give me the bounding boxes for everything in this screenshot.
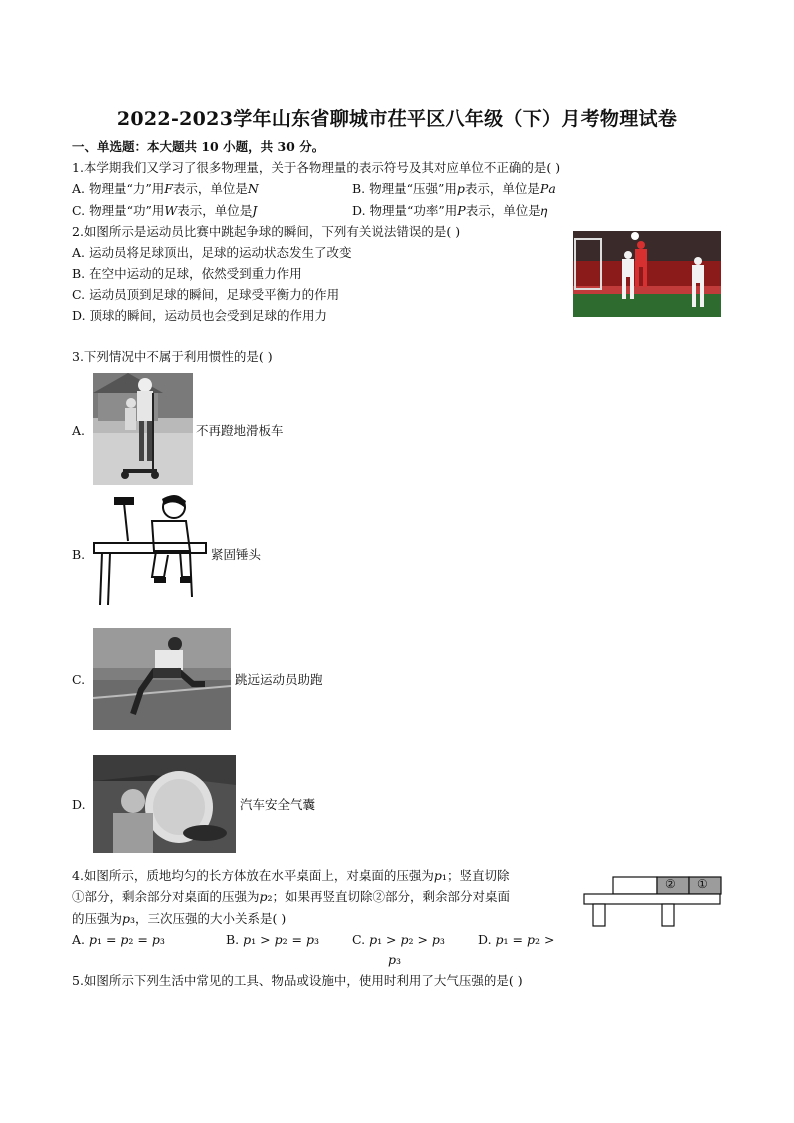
q4-option-d: D. 𝑝₁ = 𝑝₂ > xyxy=(478,932,555,947)
q3-option-a-text: 不再蹬地滑板车 xyxy=(196,423,284,438)
q4-option-d-wrap: 𝑝₃ xyxy=(388,952,402,967)
hammer-illustration xyxy=(92,493,208,609)
q3-stem: 3.下列情况中不属于利用惯性的是( ) xyxy=(72,349,273,364)
q4-stem-line3: 的压强为𝑝₃，三次压强的大小关系是( ) xyxy=(72,911,287,926)
q3-option-d-text: 汽车安全气囊 xyxy=(240,797,316,812)
q4-block-table-figure xyxy=(583,875,723,929)
q1-option-c: C. 物理量“功”用𝑊表示，单位是𝐽 xyxy=(72,203,258,218)
q1-option-b: B. 物理量“压强”用𝑝表示，单位是𝑃𝑎 xyxy=(352,181,556,196)
section-header: 一、单选题：本大题共 10 小题，共 30 分。 xyxy=(72,139,325,154)
q2-option-b: B. 在空中运动的足球，依然受到重力作用 xyxy=(72,266,302,281)
q2-stem: 2.如图所示是运动员比赛中跳起争球的瞬间，下列有关说法错误的是( ) xyxy=(72,224,461,239)
q3-option-a-letter: A. xyxy=(72,423,86,438)
q4-figure-label-1: ① xyxy=(697,877,708,891)
scooter-photo xyxy=(93,373,193,485)
airbag-photo xyxy=(93,755,236,853)
q3-option-c-text: 跳远运动员助跑 xyxy=(235,672,323,687)
q3-option-b-text: 紧固锤头 xyxy=(211,547,262,562)
q2-option-d: D. 顶球的瞬间，运动员也会受到足球的作用力 xyxy=(72,308,328,323)
q1-stem: 1.本学期我们又学习了很多物理量，关于各物理量的表示符号及其对应单位不正确的是( ) xyxy=(72,160,561,175)
q1-option-d: D. 物理量“功率”用𝑃表示，单位是𝜂 xyxy=(352,203,548,218)
page-title: 2022-2023学年山东省聊城市茌平区八年级（下）月考物理试卷 xyxy=(116,108,678,130)
q4-option-c: C. 𝑝₁ > 𝑝₂ > 𝑝₃ xyxy=(352,932,445,947)
q4-option-b: B. 𝑝₁ > 𝑝₂ = 𝑝₃ xyxy=(226,932,320,947)
q2-option-a: A. 运动员将足球顶出，足球的运动状态发生了改变 xyxy=(72,245,352,260)
q4-option-a: A. 𝑝₁ = 𝑝₂ = 𝑝₃ xyxy=(72,932,165,947)
q4-figure-label-2: ② xyxy=(665,877,676,891)
soccer-photo xyxy=(573,231,721,317)
long-jump-photo xyxy=(93,628,231,730)
q1-option-a: A. 物理量“力”用𝐹表示，单位是𝑁 xyxy=(72,181,259,196)
q2-option-c: C. 运动员顶到足球的瞬间，足球受平衡力的作用 xyxy=(72,287,340,302)
q3-option-b-letter: B. xyxy=(72,547,86,562)
q5-stem: 5.如图所示下列生活中常见的工具、物品或设施中，使用时利用了大气压强的是( ) xyxy=(72,973,523,988)
q3-option-d-letter: D. xyxy=(72,797,86,812)
q3-option-c-letter: C. xyxy=(72,672,86,687)
q4-stem-line2: ①部分，剩余部分对桌面的压强为𝑝₂；如果再竖直切除②部分，剩余部分对桌面 xyxy=(72,889,511,904)
q4-stem-line1: 4.如图所示，质地均匀的长方体放在水平桌面上，对桌面的压强为𝑝₁；竖直切除 xyxy=(72,868,510,883)
